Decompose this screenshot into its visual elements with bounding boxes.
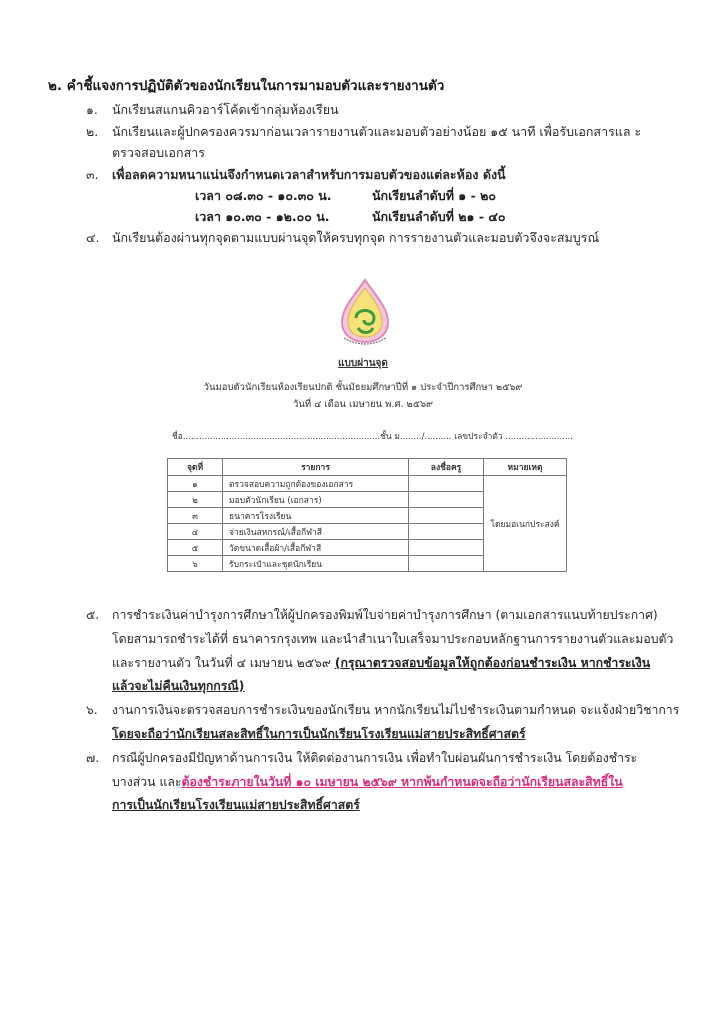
table-row: ๕ วัดขนาดเสื้อผ้า/เสื้อกีฬาสี [168,540,567,556]
list-item-6-emphasis: โดยจะถือว่านักเรียนสละสิทธิ์ในการเป็นนักเรียนโรงเรียนแม่สายประสิทธิ์ศาสตร์ [112,727,526,741]
schedule-students-1: นักเรียนลำดับที่ ๑ - ๒๐ [372,188,496,203]
col-header-signature: ลงชื่อครู [409,459,484,476]
table-row: ๖ รับกระเป๋าและชุดนักเรียน [168,556,567,572]
signature-cell [409,508,484,524]
list-item-3: ๓. เพื่อลดความหนาแน่นจึงกำหนดเวลาสำหรับการมอบตัวของแต่ละห้อง ดังนี้ [86,167,506,182]
list-item-5-line3: และรายงานตัว ในวันที่ ๔ เมษายน ๒๕๖๙ (กรุณาตรวจสอบข้อมูลให้ถูกต้องก่อนชำระเงิน หากชำระเงิน [112,656,651,670]
table-row: ๑ ตรวจสอบความถูกต้องของเอกสาร โดยมอเนกประสงค์ [168,476,567,492]
table-row: ๒ มอบตัวนักเรียน (เอกสาร) [168,492,567,508]
checkpoint-table [167,458,567,572]
table-row: ๓ ธนาคารโรงเรียน [168,508,567,524]
school-emblem-icon [336,278,394,348]
remark-cell: โดยมอเนกประสงค์ [484,476,567,572]
list-item-7: ๗. กรณีผู้ปกครองมีปัญหาด้านการเงิน ให้ติดต่องานการเงิน เพื่อทำใบผ่อนผันการชำระเงิน โดยต้องชำระ [86,751,638,765]
section-2-heading: ๒. คำชี้แจงการปฏิบัติตัวของนักเรียนในการมามอบตัวและรายงานตัว [48,78,445,94]
signature-cell [409,540,484,556]
schedule-students-2: นักเรียนลำดับที่ ๒๑ - ๔๐ [372,209,506,224]
list-item-7-emphasis: การเป็นนักเรียนโรงเรียนแม่สายประสิทธิ์ศาสตร์ [112,798,360,812]
signature-cell [409,556,484,572]
schedule-time-1: เวลา ๐๘.๓๐ - ๑๐.๓๐ น. [195,188,332,203]
form-subtitle: วันมอบตัวนักเรียนห้องเรียนปกติ ชั้นมัธยมศึกษาปีที่ ๑ ประจำปีการศึกษา ๒๕๖๙ [203,382,523,393]
list-item-6: ๖. งานการเงินจะตรวจสอบการชำระเงินของนักเรียน หากนักเรียนไม่ไปชำระเงินตามกำหนด จะแจ้งฝ่ายวิชาการ [86,703,680,717]
signature-cell [409,476,484,492]
list-item-7-line2: บางส่วน และต้องชำระภายในวันที่ ๑๐ เมษายน ๒๕๖๙ หากพ้นกำหนดจะถือว่านักเรียนสละสิทธิ์ใน [112,775,623,789]
list-item-5-line4: แล้วจะไม่คืนเงินทุกกรณี) [112,679,245,693]
table-header-row [168,459,567,476]
col-header-point: จุดที่ [168,459,223,476]
col-header-item: รายการ [223,459,409,476]
list-item-1: ๑. นักเรียนสแกนคิวอาร์โค้ดเข้ากลุ่มห้องเรียน [86,102,339,117]
list-item-2: ๒. นักเรียนและผู้ปกครองควรมาก่อนเวลารายงานตัวและมอบตัวอย่างน้อย ๑๕ นาที เพื่อรับเอกสารแล ะ [86,124,642,139]
list-item-5: ๕. การชำระเงินค่าบำรุงการศึกษาให้ผู้ปกครองพิมพ์ใบจ่ายค่าบำรุงการศึกษา (ตามเอกสารแนบท้ายประกาศ) [86,608,658,622]
schedule-time-2: เวลา ๑๐.๓๐ - ๑๒.๐๐ น. [195,209,330,224]
form-date: วันที่ ๔ เดือน เมษายน พ.ศ. ๒๕๖๙ [293,399,433,410]
list-item-2-cont: ตรวจสอบเอกสาร [112,145,205,160]
list-item-5-line2: โดยสามารถชำระได้ที่ ธนาคารกรุงเทพ และนำสำเนาใบเสร็จมาประกอบหลักฐานการรายงานตัวและมอบตัว [112,632,674,646]
col-header-remark: หมายเหตุ [484,459,567,476]
signature-cell [409,524,484,540]
list-item-4: ๔. นักเรียนต้องผ่านทุกจุดตามแบบผ่านจุดให้ครบทุกจุด การรายงานตัวและมอบตัวจึงจะสมบูรณ์ [86,230,600,245]
table-row: ๔ จ่ายเงินสหกรณ์/เสื้อกีฬาสี [168,524,567,540]
form-title: แบบผ่านจุด [338,358,388,369]
signature-cell [409,492,484,508]
form-fill-line: ชื่อ.........................................................................ชั้น ม......../.......... เลขประจำตัว ......................... [172,432,573,442]
